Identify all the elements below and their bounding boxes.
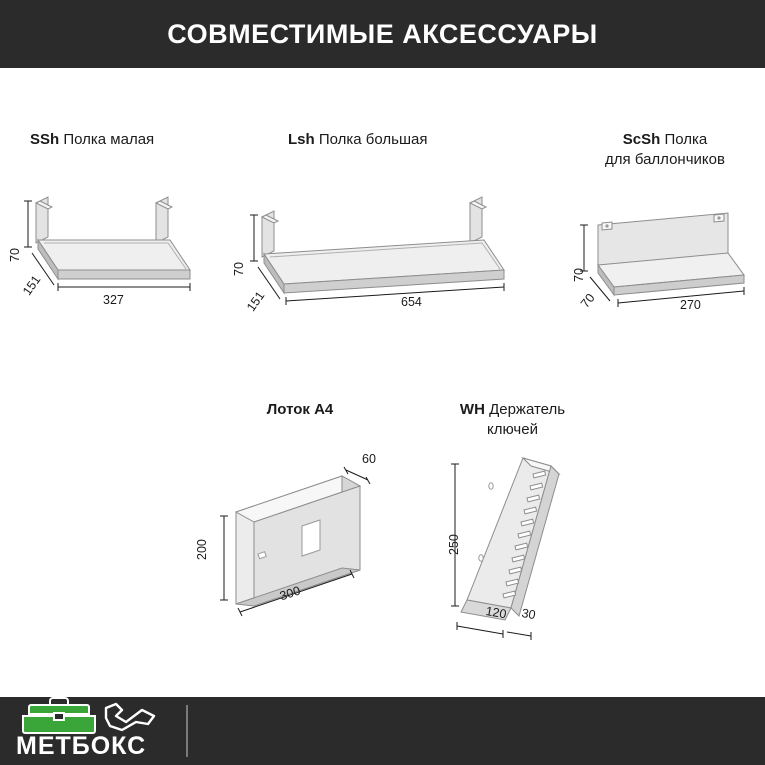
- wh-code: WH: [459, 401, 485, 418]
- wh-name-line2: ключей: [487, 421, 538, 439]
- toolbox-icon: [22, 704, 96, 734]
- footer-bar: [0, 697, 765, 765]
- scsh-shelf-drawing: [568, 195, 758, 310]
- scsh-dim-width: 270: [680, 298, 701, 312]
- product-ssh: [0, 110, 250, 310]
- wh-dim-thickness: 30: [520, 606, 537, 623]
- scsh-name-line2: для баллончиков: [605, 151, 725, 169]
- page-title: СОВМЕСТИМЫЕ АКСЕССУАРЫ: [167, 18, 598, 49]
- ssh-dim-height: 70: [8, 248, 22, 262]
- lsh-dim-depth: 151: [244, 288, 268, 315]
- wh-label: [420, 400, 605, 441]
- lsh-dim-width: 654: [401, 295, 422, 309]
- wh-name-line1: Держатель: [489, 401, 566, 418]
- ssh-name: Полка малая: [63, 131, 155, 148]
- tray-label: [200, 400, 400, 420]
- product-scsh: [550, 110, 765, 310]
- logo-text: МЕТБОКС: [16, 732, 147, 760]
- scsh-dim-depth: 70: [578, 291, 598, 311]
- brand-logo: [6, 702, 181, 760]
- lsh-name: Полка большая: [318, 131, 428, 148]
- scsh-label: [570, 130, 760, 171]
- scsh-name-line1: Полка: [664, 131, 708, 148]
- tray-dim-height: 200: [195, 539, 209, 560]
- footer-divider: [186, 705, 188, 757]
- ssh-shelf-drawing: [18, 195, 218, 305]
- wh-dim-height: 250: [447, 534, 461, 555]
- wrench-icon: [102, 702, 160, 732]
- ssh-dim-depth: 151: [20, 272, 44, 299]
- product-wh: [415, 390, 615, 640]
- ssh-label: [30, 130, 240, 150]
- scsh-dim-height: 70: [572, 268, 586, 282]
- ssh-code: SSh: [30, 131, 60, 148]
- header-bar: [0, 0, 765, 68]
- tray-dim-depth: 60: [362, 452, 376, 466]
- tray-name: А4: [314, 401, 334, 418]
- product-tray-a4: [190, 390, 420, 630]
- scsh-code: ScSh: [622, 131, 661, 148]
- lsh-code: Lsh: [288, 131, 315, 148]
- ssh-dim-width: 327: [103, 293, 124, 307]
- lsh-dim-height: 70: [232, 262, 246, 276]
- product-lsh: [228, 110, 528, 315]
- lsh-label: [288, 130, 528, 150]
- tray-code: Лоток: [266, 401, 310, 418]
- tray-dim-width: 300: [278, 583, 303, 604]
- wh-dim-width: 120: [484, 604, 508, 622]
- lsh-shelf-drawing: [242, 195, 522, 305]
